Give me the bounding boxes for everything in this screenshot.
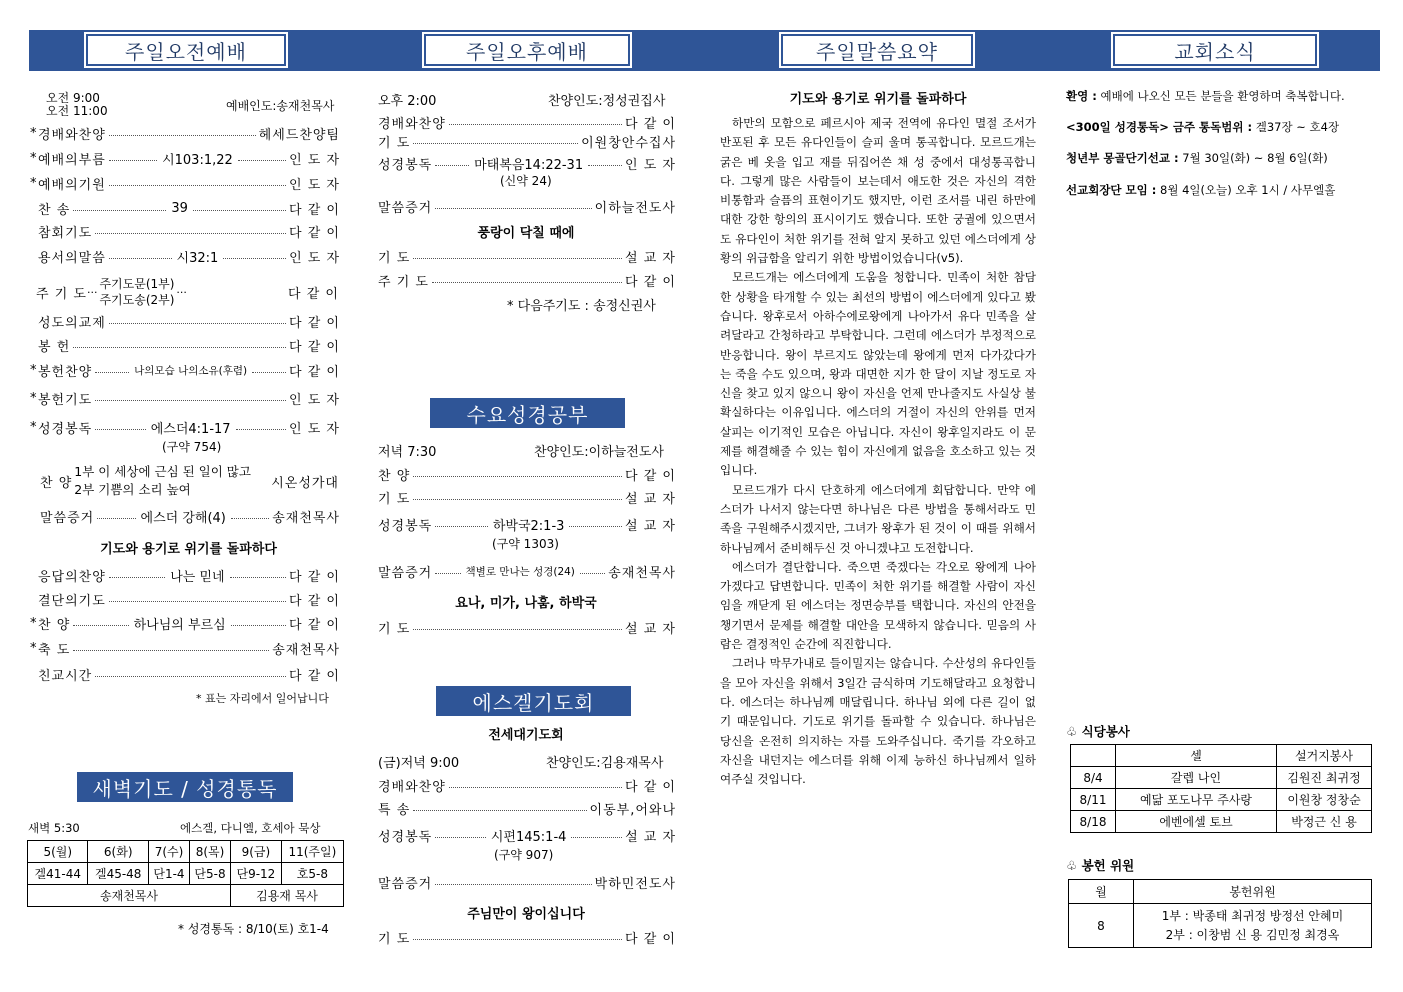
- order-row: [30, 312, 340, 330]
- wednesday-sermon-title: 요나, 미가, 나훔, 하박국: [455, 596, 597, 611]
- ezekiel-reading-ref: (구약 907): [494, 848, 554, 862]
- afternoon-time: 오후 2:00: [378, 94, 437, 109]
- afternoon-sermon-title: 풍랑이 닥칠 때에: [477, 226, 575, 241]
- meal-service-heading: ♧ 식당봉사: [1066, 724, 1130, 739]
- order-label: 기 도: [378, 491, 411, 507]
- order-detail: 1부 이 세상에 근심 된 일이 많고 2부 기쁨의 소리 높여: [74, 464, 251, 497]
- order-row: [378, 928, 676, 946]
- order-person: 다 같 이: [289, 668, 340, 684]
- standing-mark: *: [30, 615, 37, 631]
- order-person: 설 교 자: [625, 250, 676, 266]
- order-row: [30, 361, 340, 379]
- order-person: 인 도 자: [289, 250, 341, 266]
- order-label: 주 기 도: [36, 286, 87, 302]
- header-afternoon-service: 주일오후예배: [424, 34, 630, 66]
- order-row: [378, 776, 676, 794]
- meal-header-cell: [1071, 745, 1116, 767]
- order-person: 다 같 이: [625, 931, 676, 947]
- standing-mark: *: [30, 390, 37, 406]
- order-person: 인 도 자: [289, 177, 340, 193]
- order-row: [378, 154, 676, 172]
- order-label: 성경봉독: [378, 518, 433, 534]
- order-detail: 마태복음14:22-31: [474, 157, 584, 173]
- news-item-text: 예배에 나오신 모든 분들을 환영하며 축복합니다.: [1096, 89, 1345, 103]
- dawn-leader-1: 송재천목사: [28, 885, 231, 907]
- meal-cell: 갈렙 나인: [1116, 767, 1277, 789]
- morning-sermon-title: 기도와 용기로 위기를 돌파하다: [100, 542, 277, 557]
- news-item-label: <300일 성경통독> 금주 통독범위 :: [1066, 120, 1253, 134]
- order-label: 축 도: [38, 642, 71, 658]
- news-item-label: 청년부 몽골단기선교 :: [1066, 151, 1179, 165]
- sermon-paragraph: 모르드개가 다시 단호하게 에스더에게 회답합니다. 만약 에스더가 나서지 않는다면 하나님은 다른 방법을 통해서라도 민족을 구원해주시겠지만, 그녀가 왕후가 된 것이 이 때를 위해서 하나님께서 준비해두신 것 아니겠냐고 도전합니다.: [720, 482, 1036, 555]
- dawn-time: 새벽 5:30: [28, 821, 80, 835]
- wednesday-time: 저녁 7:30: [378, 445, 437, 460]
- dawn-leader-2: 김용재 목사: [231, 885, 344, 907]
- order-row: [30, 149, 340, 167]
- dawn-reading-cell: 단9-12: [231, 863, 282, 885]
- sermon-paragraph: 하만의 모함으로 페르시아 제국 전역에 유다인 멸절 조서가 반포된 후 모든 유다인들이 슬피 울며 통곡합니다. 모르드개는 굵은 베 옷을 입고 재를 뒤집어쓴 채 성 중에서 대성통곡합니다. 그렇게 많은 사람들이 보는데서 애도한 것은 자신의 격한 비통함과 슬픔의 표현이기도 했지만, 이런 조서를 내린 하만에 대한 강한 항의의 표시이기도 했습니다. 또한 궁궐에 있으면서도 유다인이 처한 위기를 전혀 알지 못하고 있던 에스더에게 상황의 위급함을 알리기 위한 방법이었습니다(v5).: [720, 116, 1036, 266]
- meal-cell: 박정근 신 용: [1277, 811, 1372, 833]
- news-item: [1066, 182, 1335, 198]
- order-row: [378, 132, 676, 150]
- order-row: [378, 113, 676, 131]
- ezekiel-leader: 찬양인도:김용재목사: [546, 756, 664, 771]
- order-row: [30, 389, 340, 407]
- news-item-text: 겔37장 ~ 호4장: [1252, 120, 1340, 134]
- order-person: 다 같 이: [289, 617, 340, 633]
- order-label: 말씀증거: [378, 200, 433, 216]
- order-row: [378, 562, 676, 580]
- order-person: 인 도 자: [289, 392, 340, 408]
- order-person: 송재천목사: [608, 565, 676, 581]
- order-label: 기 도: [378, 621, 411, 637]
- order-detail: 하박국2:1-3: [492, 518, 565, 534]
- meal-cell: 이원창 정창순: [1277, 789, 1372, 811]
- offering-committee-table: [1068, 879, 1372, 948]
- meal-row: [1071, 811, 1372, 833]
- standing-mark: *: [30, 175, 37, 191]
- order-detail: 하나님의 부르심: [133, 617, 226, 633]
- order-person: 다 같 이: [289, 364, 340, 380]
- meal-row: [1071, 789, 1372, 811]
- order-label: 성도의교제: [38, 315, 106, 331]
- order-row: [378, 618, 676, 636]
- order-row: [378, 247, 676, 265]
- order-label: 기 도: [378, 250, 411, 266]
- wednesday-leader: 찬양인도:이하늘전도사: [534, 445, 664, 460]
- morning-lords-prayer-row: 주 기 도 ··· 주기도문(1부) 주기도송(2부) ··· 다 같 이: [36, 277, 339, 307]
- morning-reading-ref: (구약 754): [162, 440, 222, 454]
- meal-cell: 김원진 최귀정: [1277, 767, 1372, 789]
- order-detail: 39: [171, 200, 188, 216]
- order-label: 찬 양: [40, 475, 73, 491]
- order-label: 기 도: [378, 931, 411, 947]
- ezekiel-sermon-title: 주님만이 왕이십니다: [467, 907, 585, 922]
- order-detail: 시103:1,22: [162, 152, 233, 168]
- meal-row: [1071, 767, 1372, 789]
- order-label: 봉 헌: [38, 339, 71, 355]
- order-person: 다 같 이: [289, 225, 340, 241]
- morning-leader: 예배인도:송재천목사: [226, 99, 335, 113]
- order-person: 다 같 이: [289, 315, 340, 331]
- order-person: 인 도 자: [289, 152, 341, 168]
- meal-header-cell: 셀: [1116, 745, 1277, 767]
- order-person: 송재천목사: [272, 510, 340, 526]
- order-row: [378, 826, 676, 844]
- order-person: 박하민전도사: [594, 876, 676, 892]
- order-person: 시온성가대: [271, 475, 339, 491]
- afternoon-reading-ref: (신약 24): [500, 174, 552, 188]
- dawn-leaders-row: [28, 885, 344, 907]
- order-label: 말씀증거: [378, 565, 433, 581]
- dawn-readings-row: [28, 863, 344, 885]
- dawn-books: 에스겔, 다니엘, 호세아 묵상: [180, 821, 321, 835]
- dawn-reading-note: * 성경통독 : 8/10(토) 호1-4: [178, 922, 329, 936]
- meal-service-table: [1070, 744, 1372, 833]
- news-item-label: 선교회장단 모임 :: [1066, 183, 1157, 197]
- order-person: 이원창안수집사: [581, 135, 676, 151]
- offering-month: 8: [1069, 904, 1134, 948]
- offering-header-month: 월: [1069, 880, 1134, 904]
- order-label: 예배의부름: [38, 152, 106, 168]
- meal-cell: 8/18: [1071, 811, 1116, 833]
- meal-cell: 8/4: [1071, 767, 1116, 789]
- dawn-day-cell: 9(금): [231, 841, 282, 863]
- order-row: [30, 418, 340, 436]
- order-row: [40, 507, 340, 525]
- order-row: [30, 336, 340, 354]
- offering-table-header: [1069, 880, 1372, 904]
- news-item: [1066, 119, 1339, 135]
- order-person: 다 같 이: [289, 339, 340, 355]
- order-label: 응답의찬양: [38, 569, 106, 585]
- sermon-paragraph: 에스더가 결단합니다. 죽으면 죽겠다는 각오로 왕에게 나아가겠다고 답변합니다. 민족이 처한 위기를 해결할 사람이 자신임을 깨닫게 된 에스더는 정면승부를 택합니다. 자신의 안전을 챙기면서 문제를 해결할 대안을 모색하지 않습니다. 믿음의 사람은 결정적인 순간에 직진합니다.: [720, 559, 1036, 652]
- order-person: 다 같 이: [625, 779, 676, 795]
- dawn-reading-cell: 단5-8: [190, 863, 231, 885]
- order-label: 경배와찬양: [378, 779, 446, 795]
- meal-header-cell: 설거지봉사: [1277, 745, 1372, 767]
- dawn-day-cell: 6(화): [88, 841, 148, 863]
- order-person: 이하늘전도사: [594, 200, 676, 216]
- morning-time-1: 오전 9:00: [46, 91, 100, 105]
- offering-header-members: 봉헌위원: [1134, 880, 1372, 904]
- afternoon-leader: 찬양인도:정성권집사: [548, 94, 666, 109]
- order-detail: 주기도문(1부) 주기도송(2부): [99, 277, 175, 307]
- order-person: 인 도 자: [625, 157, 676, 173]
- standing-mark: *: [30, 125, 37, 141]
- sermon-paragraph: 모르드개는 에스더에게 도움을 청합니다. 민족이 처한 참담한 상황을 타개할 수 있는 최선의 방법이 에스더에게 있다고 봤습니다. 왕후로서 아하수에로왕에게 나아가서 유다 민족을 살려달라고 간청하라고 부탁합니다. 그런데 에스더가 부정적으로 반응합니다. 왕이 부르지도 않았는데 왕에게 먼저 다가갔다가는 죽을 수도 있으며, 왕과 대면한 지가 한 달이 지날 정도로 자신을 찾고 있지 않으니 왕이 자신을 언제 만나줄지도 사실상 불확실하다는 이유입니다. 에스더의 거절이 자신의 안위를 먼저 살피는 이기적인 모습은 아닙니다. 자신이 왕후일지라도 이 문제를 해결해줄 수 있는 힘이 자신에게 없음을 호소하고 있는 것입니다.: [720, 270, 1036, 478]
- dawn-day-cell: 8(목): [190, 841, 231, 863]
- meal-cell: 에벤에셀 토브: [1116, 811, 1277, 833]
- order-row: [378, 271, 676, 289]
- order-label: 참회기도: [38, 225, 93, 241]
- morning-choir-row: [40, 463, 339, 499]
- standing-mark: *: [30, 362, 37, 378]
- order-label: 찬 양: [378, 468, 411, 484]
- standing-mark: *: [30, 640, 37, 656]
- order-person: 이동부,어와나: [589, 802, 676, 818]
- order-person: 다 같 이: [625, 116, 676, 132]
- order-label: 말씀증거: [40, 510, 95, 526]
- order-label: 특 송: [378, 802, 411, 818]
- order-row: [30, 665, 340, 683]
- offering-committee-heading: ♧ 봉헌 위원: [1066, 858, 1135, 873]
- order-label: 성경봉독: [378, 157, 433, 173]
- wednesday-reading-ref: (구약 1303): [492, 537, 559, 551]
- order-detail: 나의모습 나의소유(후렴): [134, 364, 248, 377]
- order-label: 성경봉독: [378, 829, 433, 845]
- dawn-reading-cell: 겔41-44: [28, 863, 88, 885]
- news-item: [1066, 150, 1328, 166]
- dawn-day-cell: 7(수): [148, 841, 189, 863]
- order-row: [378, 465, 676, 483]
- sermon-paragraph: 그러나 막무가내로 들이밀지는 않습니다. 수산성의 유다인들을 모아 자신을 위해서 3일간 금식하며 기도해달라고 요청합니다. 에스더는 하나님께 매달립니다. 하나님 외에 다른 길이 없기 때문입니다. 기도로 위기를 돌파할 수 있습니다. 하나님은 당신을 온전히 의지하는 자를 도와주십니다. 죽기를 각오하고 자신을 내던지는 에스더를 위해 이제 능하신 하나님께서 일하여주실 것입니다.: [720, 656, 1036, 787]
- order-label: 성경봉독: [38, 421, 93, 437]
- clover-icon: ♧: [1066, 724, 1078, 739]
- dawn-day-cell: 5(월): [28, 841, 88, 863]
- order-person: 다 같 이: [288, 286, 339, 302]
- wednesday-study-title: 수요성경공부: [430, 398, 625, 428]
- order-label: 기 도: [378, 135, 411, 151]
- news-item-label: 환영 :: [1066, 89, 1097, 103]
- order-person: 다 같 이: [289, 202, 340, 218]
- ezekiel-subtitle: 전세대기도회: [488, 728, 564, 743]
- order-person: 다 같 이: [625, 274, 676, 290]
- order-row: [30, 124, 340, 142]
- order-row: [378, 799, 676, 817]
- order-detail: 책별로 만나는 성경(24): [465, 565, 575, 578]
- dawn-prayer-title: 새벽기도 / 성경통독: [77, 772, 293, 802]
- standing-mark: *: [30, 150, 37, 166]
- order-row: [378, 197, 676, 215]
- meal-cell: 예닮 포도나무 주사랑: [1116, 789, 1277, 811]
- header-church-news: 교회소식: [1113, 34, 1317, 66]
- order-row: [30, 174, 340, 192]
- order-person: 설 교 자: [625, 829, 677, 845]
- order-detail: 시32:1: [176, 250, 219, 266]
- order-detail: 에스더4:1-17: [150, 421, 231, 437]
- header-morning-service: 주일오전예배: [86, 34, 286, 66]
- meal-table-header: [1071, 745, 1372, 767]
- order-person: 설 교 자: [625, 621, 676, 637]
- order-label: 경배와찬양: [378, 116, 446, 132]
- sermon-summary-title: 기도와 용기로 위기를 돌파하다: [789, 92, 967, 107]
- order-row: [30, 590, 340, 608]
- dawn-days-row: [28, 841, 344, 863]
- afternoon-next-prayer: * 다음주기도 : 송정신권사: [507, 299, 656, 314]
- order-row: [30, 247, 340, 265]
- meal-cell: 8/11: [1071, 789, 1116, 811]
- order-row: [30, 614, 340, 632]
- clover-icon: ♧: [1066, 858, 1078, 873]
- order-row: [378, 488, 676, 506]
- ezekiel-prayer-title: 에스겔기도회: [436, 686, 631, 716]
- order-person: 설 교 자: [625, 518, 676, 534]
- offering-table-row: [1069, 904, 1372, 948]
- order-row: [30, 222, 340, 240]
- order-row: [378, 515, 676, 533]
- order-label: 봉헌기도: [38, 392, 93, 408]
- offering-members: 1부 : 박종태 최귀정 방정선 안혜미 2부 : 이창범 신 용 김민정 최경옥: [1134, 904, 1372, 948]
- header-sermon-summary: 주일말씀요약: [781, 34, 973, 66]
- order-label: 예배의기원: [38, 177, 106, 193]
- order-detail: 나는 믿네: [170, 569, 225, 585]
- order-label: 봉헌찬양: [38, 364, 93, 380]
- morning-times: [46, 92, 108, 118]
- dawn-reading-cell: 겔45-48: [88, 863, 148, 885]
- order-label: 말씀증거: [378, 876, 433, 892]
- order-detail: 에스더 강해(4): [140, 510, 226, 526]
- order-person: 헤세드찬양팀: [258, 127, 340, 143]
- order-person: 송재천목사: [272, 642, 340, 658]
- order-person: 다 같 이: [289, 593, 340, 609]
- dawn-reading-cell: 단1-4: [148, 863, 189, 885]
- order-row: [30, 639, 340, 657]
- dawn-day-cell: 11(주일): [281, 841, 343, 863]
- order-row: [30, 566, 340, 584]
- news-item-text: 8월 4일(오늘) 오후 1시 / 사무엘홀: [1156, 183, 1336, 197]
- order-label: 용서의말씀: [38, 250, 106, 266]
- order-label: 찬 양: [38, 617, 71, 633]
- morning-time-2: 오전 11:00: [46, 104, 108, 118]
- order-row: [378, 873, 676, 891]
- news-item-text: 7월 30일(화) ~ 8월 6일(화): [1178, 151, 1328, 165]
- sermon-summary-body: [720, 114, 1036, 789]
- dawn-reading-cell: 호5-8: [281, 863, 343, 885]
- standing-mark: *: [30, 419, 37, 435]
- morning-standing-note: * 표는 자리에서 일어납니다: [196, 692, 329, 705]
- order-label: 경배와찬양: [38, 127, 106, 143]
- order-detail: 시편145:1-4: [490, 829, 567, 845]
- order-person: 인 도 자: [289, 421, 340, 437]
- order-label: 친교시간: [38, 668, 93, 684]
- ezekiel-time: (금)저녁 9:00: [378, 756, 460, 771]
- order-person: 다 같 이: [625, 468, 676, 484]
- dawn-reading-table: [27, 840, 344, 907]
- news-item: [1066, 88, 1345, 104]
- order-label: 주 기 도: [378, 274, 429, 290]
- order-label: 결단의기도: [38, 593, 106, 609]
- order-label: 찬 송: [38, 202, 71, 218]
- order-row: [30, 199, 340, 217]
- order-person: 설 교 자: [625, 491, 676, 507]
- order-person: 다 같 이: [289, 569, 340, 585]
